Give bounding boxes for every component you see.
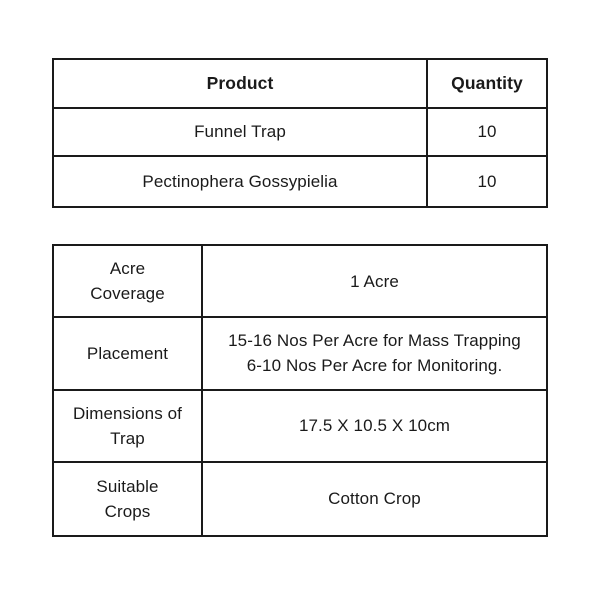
quantity-cell-row1 [428,109,546,158]
product-name: Pectinophera Gossypielia [142,172,338,192]
product-quantity-table [52,58,548,208]
spec-value-line: 1 Acre [350,271,399,291]
spec-label-line: Acre [109,259,146,279]
product-header-label: Product [206,72,274,93]
spec-value-suitable-crops [203,463,546,535]
spec-label-acre-coverage [54,246,203,318]
product-cell-row1 [54,109,428,158]
spec-value-dimensions [203,391,546,463]
spec-label-dimensions [54,391,203,463]
spec-label-line: Crops [104,501,151,521]
quantity-cell-row2 [428,157,546,206]
spec-value-line: 17.5 X 10.5 X 10cm [298,416,451,436]
product-cell-row2 [54,157,428,206]
spec-label-line: Trap [110,428,145,448]
spec-label-suitable-crops [54,463,203,535]
quantity-value: 10 [477,122,497,142]
spec-label-line: Suitable [96,476,159,496]
spec-label-line: Coverage [90,284,165,304]
spec-value-placement [203,318,546,390]
spec-value-line: 15-16 Nos Per Acre for Mass Trapping [228,331,521,351]
spec-value-line: 6-10 Nos Per Acre for Monitoring. [246,356,503,376]
specifications-table [52,244,548,537]
spec-value-acre-coverage [203,246,546,318]
quantity-value: 10 [477,172,497,192]
quantity-header-label: Quantity [451,72,523,93]
quantity-header-cell [428,60,546,109]
spec-label-line: Placement [86,343,169,363]
product-name: Funnel Trap [194,122,286,142]
spec-label-line: Dimensions of [72,403,182,423]
product-header-cell [54,60,428,109]
spec-label-placement [54,318,203,390]
spec-value-line: Cotton Crop [328,489,421,509]
